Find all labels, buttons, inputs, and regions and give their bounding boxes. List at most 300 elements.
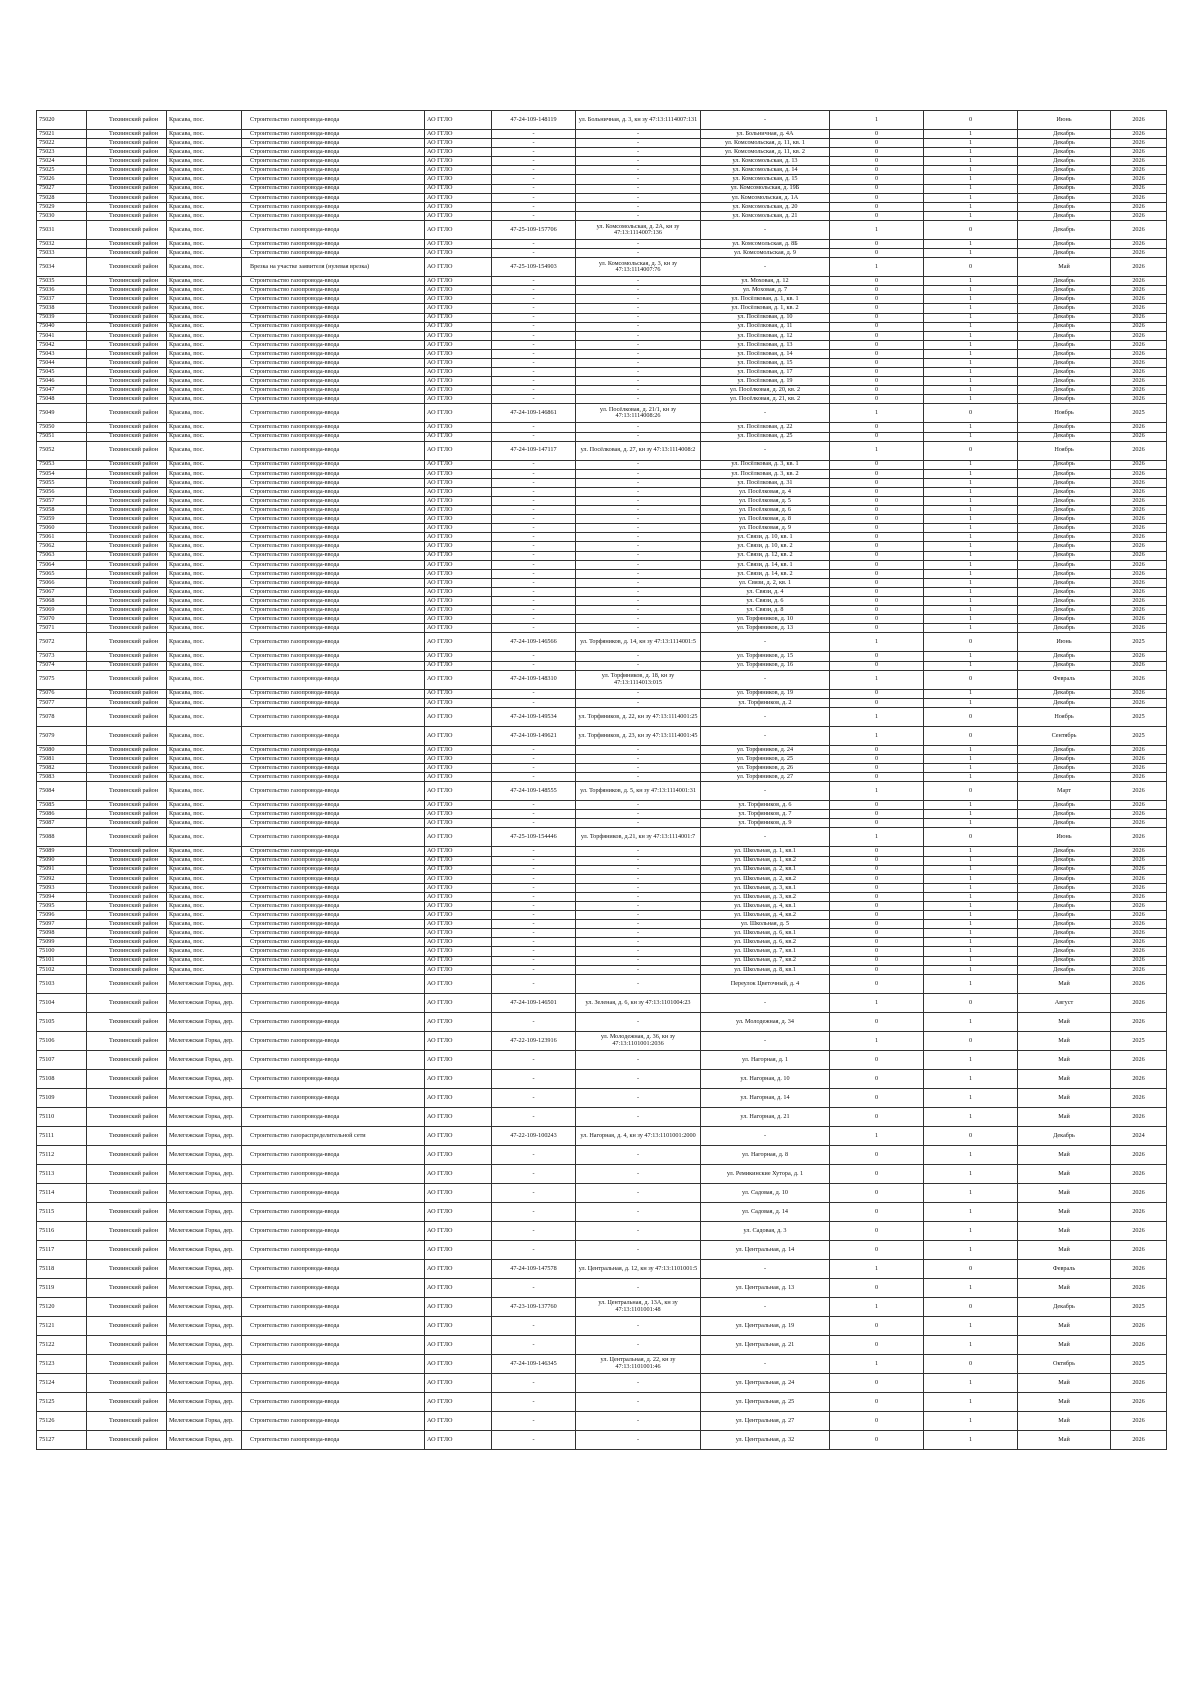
district-cell: Тихвинский район (87, 239, 167, 248)
row-number-cell: 75047 (37, 386, 87, 395)
address-cell: ул. Посёлковая, д. 10 (701, 313, 830, 322)
address-cell: ул. Связи, д. 14, кв. 1 (701, 560, 830, 569)
cadastral-address-cell: - (576, 386, 701, 395)
cadastral-address-cell: - (576, 965, 701, 974)
month-cell: Май (1018, 1069, 1111, 1088)
month-cell: Декабрь (1018, 597, 1111, 606)
address-cell: ул. Торфяников, д. 25 (701, 754, 830, 763)
work-type-cell: Строительство газопровода-ввода (242, 1202, 425, 1221)
district-cell: Тихвинский район (87, 1411, 167, 1430)
contract-number-cell: - (492, 331, 576, 340)
year-cell: 2026 (1111, 220, 1167, 239)
month-cell: Декабрь (1018, 349, 1111, 358)
row-number-cell: 75037 (37, 295, 87, 304)
work-type-cell: Строительство газопровода-ввода (242, 148, 425, 157)
year-cell: 2026 (1111, 578, 1167, 587)
settlement-cell: Красава, пос. (167, 911, 242, 920)
count-b-cell: 1 (924, 773, 1018, 782)
contract-number-cell: - (492, 874, 576, 883)
work-type-cell: Строительство газопровода-ввода (242, 847, 425, 856)
organization-cell: АО ГГЛО (425, 1335, 492, 1354)
year-cell: 2026 (1111, 773, 1167, 782)
count-a-cell: 0 (830, 551, 924, 560)
count-b-cell: 1 (924, 515, 1018, 524)
row-number-cell: 75070 (37, 615, 87, 624)
table-row (37, 432, 1167, 441)
organization-cell: АО ГГЛО (425, 902, 492, 911)
work-type-cell: Строительство газопровода-ввода (242, 606, 425, 615)
work-type-cell: Строительство газопровода-ввода (242, 965, 425, 974)
settlement-cell: Красава, пос. (167, 193, 242, 202)
month-cell: Май (1018, 1050, 1111, 1069)
table-row (37, 819, 1167, 828)
contract-number-cell: - (492, 1145, 576, 1164)
count-b-cell: 1 (924, 193, 1018, 202)
count-b-cell: 1 (924, 810, 1018, 819)
count-b-cell: 1 (924, 1392, 1018, 1411)
work-type-cell: Строительство газопровода-ввода (242, 1069, 425, 1088)
organization-cell: АО ГГЛО (425, 157, 492, 166)
district-cell: Тихвинский район (87, 139, 167, 148)
row-number-cell: 75062 (37, 542, 87, 551)
row-number-cell: 75040 (37, 322, 87, 331)
organization-cell: АО ГГЛО (425, 506, 492, 515)
month-cell: Декабрь (1018, 745, 1111, 754)
work-type-cell: Строительство газопровода-ввода (242, 358, 425, 367)
count-a-cell: 0 (830, 801, 924, 810)
month-cell: Май (1018, 1335, 1111, 1354)
organization-cell: АО ГГЛО (425, 624, 492, 633)
month-cell: Декабрь (1018, 551, 1111, 560)
count-a-cell: 0 (830, 386, 924, 395)
year-cell: 2026 (1111, 911, 1167, 920)
count-b-cell: 1 (924, 1278, 1018, 1297)
year-cell: 2026 (1111, 441, 1167, 460)
cadastral-address-cell: - (576, 947, 701, 956)
contract-number-cell: 47-24-109-147117 (492, 441, 576, 460)
address-cell: - (701, 726, 830, 745)
organization-cell: АО ГГЛО (425, 395, 492, 404)
contract-number-cell: - (492, 569, 576, 578)
cadastral-address-cell: - (576, 1316, 701, 1335)
work-type-cell: Строительство газопровода-ввода (242, 277, 425, 286)
count-a-cell: 0 (830, 193, 924, 202)
row-number-cell: 75096 (37, 911, 87, 920)
district-cell: Тихвинский район (87, 865, 167, 874)
address-cell: ул. Ремикинские Хутора, д. 1 (701, 1164, 830, 1183)
settlement-cell: Красава, пос. (167, 202, 242, 211)
count-a-cell: 0 (830, 395, 924, 404)
row-number-cell: 75066 (37, 578, 87, 587)
count-b-cell: 0 (924, 258, 1018, 277)
organization-cell: АО ГГЛО (425, 707, 492, 726)
address-cell: ул. Центральная, д. 21 (701, 1335, 830, 1354)
year-cell: 2026 (1111, 349, 1167, 358)
settlement-cell: Красава, пос. (167, 395, 242, 404)
settlement-cell: Красава, пос. (167, 652, 242, 661)
table-row (37, 1316, 1167, 1335)
cadastral-address-cell: - (576, 304, 701, 313)
table-row (37, 358, 1167, 367)
contract-number-cell: 47-22-109-100243 (492, 1126, 576, 1145)
organization-cell: АО ГГЛО (425, 487, 492, 496)
count-a-cell: 0 (830, 1335, 924, 1354)
organization-cell: АО ГГЛО (425, 801, 492, 810)
district-cell: Тихвинский район (87, 633, 167, 652)
organization-cell: АО ГГЛО (425, 1411, 492, 1430)
contract-number-cell: - (492, 349, 576, 358)
month-cell: Декабрь (1018, 377, 1111, 386)
organization-cell: АО ГГЛО (425, 1316, 492, 1335)
row-number-cell: 75043 (37, 349, 87, 358)
district-cell: Тихвинский район (87, 395, 167, 404)
count-b-cell: 1 (924, 469, 1018, 478)
organization-cell: АО ГГЛО (425, 745, 492, 754)
year-cell: 2026 (1111, 929, 1167, 938)
address-cell: ул. Связи, д. 10, кв. 1 (701, 533, 830, 542)
district-cell: Тихвинский район (87, 497, 167, 506)
address-cell: ул. Посёлковая, д. 31 (701, 478, 830, 487)
work-type-cell: Строительство газопровода-ввода (242, 313, 425, 322)
work-type-cell: Строительство газопровода-ввода (242, 707, 425, 726)
district-cell: Тихвинский район (87, 211, 167, 220)
district-cell: Тихвинский район (87, 1126, 167, 1145)
contract-number-cell: 47-25-109-154903 (492, 258, 576, 277)
year-cell: 2026 (1111, 1316, 1167, 1335)
count-a-cell: 0 (830, 358, 924, 367)
organization-cell: АО ГГЛО (425, 587, 492, 596)
work-type-cell: Строительство газопровода-ввода (242, 1240, 425, 1259)
address-cell: ул. Посёлковая, д. 25 (701, 432, 830, 441)
address-cell: ул. Школьная, д. 3, кв.2 (701, 892, 830, 901)
row-number-cell: 75073 (37, 652, 87, 661)
district-cell: Тихвинский район (87, 524, 167, 533)
organization-cell: АО ГГЛО (425, 1088, 492, 1107)
contract-number-cell: - (492, 911, 576, 920)
district-cell: Тихвинский район (87, 892, 167, 901)
district-cell: Тихвинский район (87, 469, 167, 478)
table-row (37, 386, 1167, 395)
settlement-cell: Красава, пос. (167, 295, 242, 304)
count-b-cell: 1 (924, 689, 1018, 698)
month-cell: Декабрь (1018, 487, 1111, 496)
organization-cell: АО ГГЛО (425, 810, 492, 819)
district-cell: Тихвинский район (87, 157, 167, 166)
contract-number-cell: - (492, 560, 576, 569)
year-cell: 2026 (1111, 1012, 1167, 1031)
contract-number-cell: - (492, 801, 576, 810)
settlement-cell: Мелегежская Горка, дер. (167, 1145, 242, 1164)
district-cell: Тихвинский район (87, 184, 167, 193)
address-cell: - (701, 258, 830, 277)
month-cell: Декабрь (1018, 358, 1111, 367)
district-cell: Тихвинский район (87, 331, 167, 340)
row-number-cell: 75039 (37, 313, 87, 322)
row-number-cell: 75065 (37, 569, 87, 578)
count-a-cell: 0 (830, 487, 924, 496)
count-b-cell: 1 (924, 277, 1018, 286)
row-number-cell: 75127 (37, 1430, 87, 1449)
count-b-cell: 1 (924, 533, 1018, 542)
year-cell: 2026 (1111, 661, 1167, 670)
address-cell: ул. Комсомольская, д. 9 (701, 249, 830, 258)
contract-number-cell: - (492, 1069, 576, 1088)
district-cell: Тихвинский район (87, 295, 167, 304)
table-row (37, 670, 1167, 689)
count-b-cell: 1 (924, 524, 1018, 533)
contract-number-cell: - (492, 506, 576, 515)
organization-cell: АО ГГЛО (425, 920, 492, 929)
row-number-cell: 75101 (37, 956, 87, 965)
district-cell: Тихвинский район (87, 578, 167, 587)
contract-number-cell: 47-22-109-123916 (492, 1031, 576, 1050)
work-type-cell: Строительство газопровода-ввода (242, 166, 425, 175)
address-cell: - (701, 993, 830, 1012)
month-cell: Декабрь (1018, 801, 1111, 810)
month-cell: Декабрь (1018, 883, 1111, 892)
work-type-cell: Строительство газопровода-ввода (242, 810, 425, 819)
count-a-cell: 0 (830, 368, 924, 377)
count-a-cell: 0 (830, 166, 924, 175)
month-cell: Май (1018, 1164, 1111, 1183)
year-cell: 2026 (1111, 506, 1167, 515)
work-type-cell: Строительство газопровода-ввода (242, 587, 425, 596)
count-a-cell: 0 (830, 920, 924, 929)
year-cell: 2026 (1111, 874, 1167, 883)
organization-cell: АО ГГЛО (425, 1202, 492, 1221)
row-number-cell: 75094 (37, 892, 87, 901)
month-cell: Май (1018, 1031, 1111, 1050)
month-cell: Декабрь (1018, 947, 1111, 956)
count-b-cell: 1 (924, 497, 1018, 506)
count-a-cell: 0 (830, 478, 924, 487)
settlement-cell: Красава, пос. (167, 965, 242, 974)
contract-number-cell: - (492, 193, 576, 202)
settlement-cell: Красава, пос. (167, 497, 242, 506)
count-b-cell: 1 (924, 349, 1018, 358)
row-number-cell: 75059 (37, 515, 87, 524)
year-cell: 2025 (1111, 707, 1167, 726)
table-row (37, 193, 1167, 202)
work-type-cell: Строительство газопровода-ввода (242, 295, 425, 304)
work-type-cell: Строительство газопровода-ввода (242, 533, 425, 542)
table-row (37, 883, 1167, 892)
month-cell: Май (1018, 1012, 1111, 1031)
count-b-cell: 0 (924, 1126, 1018, 1145)
organization-cell: АО ГГЛО (425, 1126, 492, 1145)
district-cell: Тихвинский район (87, 130, 167, 139)
cadastral-address-cell: - (576, 148, 701, 157)
work-type-cell: Строительство газопровода-ввода (242, 404, 425, 423)
table-row (37, 175, 1167, 184)
contract-number-cell: 47-24-109-146501 (492, 993, 576, 1012)
contract-number-cell: - (492, 920, 576, 929)
district-cell: Тихвинский район (87, 947, 167, 956)
cadastral-address-cell: - (576, 1278, 701, 1297)
address-cell: - (701, 707, 830, 726)
contract-number-cell: - (492, 578, 576, 587)
count-a-cell: 0 (830, 661, 924, 670)
month-cell: Декабрь (1018, 569, 1111, 578)
count-a-cell: 0 (830, 1373, 924, 1392)
count-b-cell: 1 (924, 956, 1018, 965)
organization-cell: АО ГГЛО (425, 993, 492, 1012)
year-cell: 2026 (1111, 277, 1167, 286)
cadastral-address-cell: - (576, 1411, 701, 1430)
table-row (37, 331, 1167, 340)
table-row (37, 395, 1167, 404)
address-cell: ул. Комсомольская, д. 8Б (701, 239, 830, 248)
count-b-cell: 1 (924, 754, 1018, 763)
count-b-cell: 1 (924, 340, 1018, 349)
row-number-cell: 75117 (37, 1240, 87, 1259)
table-row (37, 469, 1167, 478)
organization-cell: АО ГГЛО (425, 670, 492, 689)
contract-number-cell: - (492, 902, 576, 911)
row-number-cell: 75048 (37, 395, 87, 404)
cadastral-address-cell: - (576, 1050, 701, 1069)
settlement-cell: Мелегежская Горка, дер. (167, 1259, 242, 1278)
table-row (37, 1259, 1167, 1278)
contract-number-cell: - (492, 277, 576, 286)
table-row (37, 1335, 1167, 1354)
count-b-cell: 1 (924, 304, 1018, 313)
year-cell: 2026 (1111, 193, 1167, 202)
organization-cell: АО ГГЛО (425, 533, 492, 542)
cadastral-address-cell: - (576, 202, 701, 211)
table-row (37, 249, 1167, 258)
table-row (37, 157, 1167, 166)
year-cell: 2026 (1111, 938, 1167, 947)
work-type-cell: Строительство газопровода-ввода (242, 111, 425, 130)
district-cell: Тихвинский район (87, 277, 167, 286)
table-row (37, 1088, 1167, 1107)
organization-cell: АО ГГЛО (425, 542, 492, 551)
cadastral-address-cell: ул. Центральная, д. 12, кн зу 47:13:1101001:5 (576, 1259, 701, 1278)
count-a-cell: 0 (830, 148, 924, 157)
work-type-cell: Строительство газопровода-ввода (242, 892, 425, 901)
count-a-cell: 0 (830, 865, 924, 874)
cadastral-address-cell: - (576, 1012, 701, 1031)
row-number-cell: 75100 (37, 947, 87, 956)
year-cell: 2026 (1111, 754, 1167, 763)
address-cell: ул. Посёлковая, д. 1, кв. 2 (701, 304, 830, 313)
address-cell: ул. Посёлковая, д. 20, кв. 2 (701, 386, 830, 395)
month-cell: Декабрь (1018, 689, 1111, 698)
count-a-cell: 0 (830, 286, 924, 295)
contract-number-cell: - (492, 1164, 576, 1183)
count-a-cell: 0 (830, 569, 924, 578)
table-body (37, 111, 1167, 1450)
district-cell: Тихвинский район (87, 551, 167, 560)
table-row (37, 202, 1167, 211)
row-number-cell: 75045 (37, 368, 87, 377)
organization-cell: АО ГГЛО (425, 956, 492, 965)
month-cell: Декабрь (1018, 956, 1111, 965)
cadastral-address-cell: ул. Торфяников, д. 5, кн зу 47:13:1114001:31 (576, 782, 701, 801)
contract-number-cell: - (492, 938, 576, 947)
contract-number-cell: - (492, 956, 576, 965)
settlement-cell: Красава, пос. (167, 340, 242, 349)
month-cell: Декабрь (1018, 698, 1111, 707)
district-cell: Тихвинский район (87, 515, 167, 524)
year-cell: 2026 (1111, 993, 1167, 1012)
year-cell: 2026 (1111, 130, 1167, 139)
month-cell: Декабрь (1018, 533, 1111, 542)
row-number-cell: 75085 (37, 801, 87, 810)
year-cell: 2026 (1111, 423, 1167, 432)
address-cell: ул. Школьная, д. 4, кв.1 (701, 902, 830, 911)
settlement-cell: Мелегежская Горка, дер. (167, 1164, 242, 1183)
cadastral-address-cell: - (576, 911, 701, 920)
count-a-cell: 0 (830, 1392, 924, 1411)
count-b-cell: 1 (924, 313, 1018, 322)
contract-number-cell: - (492, 175, 576, 184)
table-row (37, 606, 1167, 615)
count-a-cell: 0 (830, 1145, 924, 1164)
year-cell: 2026 (1111, 524, 1167, 533)
count-a-cell: 0 (830, 911, 924, 920)
row-number-cell: 75023 (37, 148, 87, 157)
count-a-cell: 0 (830, 1278, 924, 1297)
contract-number-cell: 47-24-109-149534 (492, 707, 576, 726)
row-number-cell: 75033 (37, 249, 87, 258)
district-cell: Тихвинский район (87, 1316, 167, 1335)
count-b-cell: 1 (924, 947, 1018, 956)
table-row (37, 902, 1167, 911)
cadastral-address-cell: - (576, 277, 701, 286)
count-b-cell: 1 (924, 184, 1018, 193)
work-type-cell: Строительство газопровода-ввода (242, 920, 425, 929)
table-row (37, 597, 1167, 606)
month-cell: Май (1018, 1145, 1111, 1164)
district-cell: Тихвинский район (87, 487, 167, 496)
cadastral-address-cell: ул. Посёлковая, д. 21/1, кн зу 47:13:1114008:26 (576, 404, 701, 423)
contract-number-cell: 47-24-109-148119 (492, 111, 576, 130)
cadastral-address-cell: - (576, 892, 701, 901)
settlement-cell: Мелегежская Горка, дер. (167, 1354, 242, 1373)
settlement-cell: Красава, пос. (167, 322, 242, 331)
work-type-cell: Строительство газопровода-ввода (242, 670, 425, 689)
count-b-cell: 1 (924, 175, 1018, 184)
work-type-cell: Строительство газопровода-ввода (242, 1088, 425, 1107)
work-type-cell: Строительство газопровода-ввода (242, 432, 425, 441)
address-cell: ул. Садовая, д. 10 (701, 1183, 830, 1202)
table-row (37, 277, 1167, 286)
month-cell: Декабрь (1018, 295, 1111, 304)
settlement-cell: Красава, пос. (167, 533, 242, 542)
count-b-cell: 0 (924, 1354, 1018, 1373)
settlement-cell: Красава, пос. (167, 478, 242, 487)
contract-number-cell: 47-25-109-157706 (492, 220, 576, 239)
work-type-cell: Строительство газопровода-ввода (242, 801, 425, 810)
table-row (37, 1012, 1167, 1031)
organization-cell: АО ГГЛО (425, 286, 492, 295)
count-a-cell: 0 (830, 615, 924, 624)
count-a-cell: 0 (830, 1221, 924, 1240)
table-row (37, 166, 1167, 175)
count-b-cell: 1 (924, 395, 1018, 404)
address-cell: ул. Связи, д. 2, кв. 1 (701, 578, 830, 587)
district-cell: Тихвинский район (87, 1354, 167, 1373)
count-b-cell: 1 (924, 1183, 1018, 1202)
contract-number-cell: - (492, 313, 576, 322)
count-a-cell: 0 (830, 947, 924, 956)
count-b-cell: 1 (924, 911, 1018, 920)
year-cell: 2026 (1111, 615, 1167, 624)
settlement-cell: Красава, пос. (167, 139, 242, 148)
organization-cell: АО ГГЛО (425, 947, 492, 956)
